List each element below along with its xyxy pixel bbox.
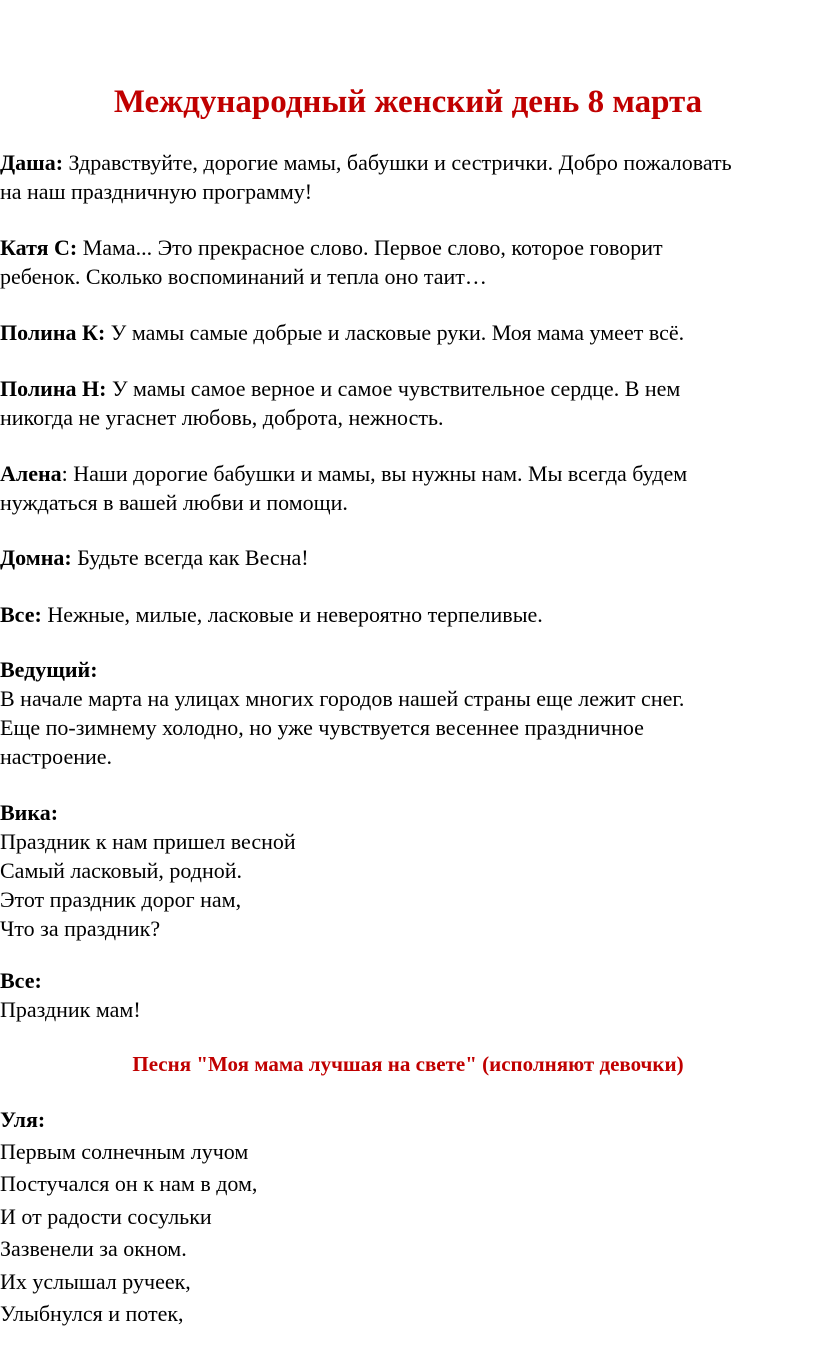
poem-line: Улыбнулся и потек, xyxy=(0,1301,184,1327)
dialogue-text: Будьте всегда как Весна! xyxy=(71,545,309,570)
dialogue-text: нуждаться в вашей любви и помощи. xyxy=(0,490,348,515)
dialogue-text: В начале марта на улицах многих городов нашей страны еще лежит снег. xyxy=(0,686,685,711)
dialogue-text: Еще по-зимнему холодно, но уже чувствуется весеннее праздничное xyxy=(0,715,644,740)
poem-line: Этот праздник дорог нам, xyxy=(0,887,242,912)
dialogue-all xyxy=(0,600,816,629)
dialogue-alena xyxy=(0,459,816,517)
dialogue-text: Нежные, милые, ласковые и невероятно терпеливые. xyxy=(41,602,543,627)
dialogue-text: У мамы самое верное и самое чувствительное сердце. В нем xyxy=(106,376,681,401)
dialogue-text: никогда не угаснет любовь, доброта, нежность. xyxy=(0,405,444,430)
dialogue-text: : Наши дорогие бабушки и мамы, вы нужны нам. Мы всегда будем xyxy=(61,461,688,486)
speaker-name: Все: xyxy=(0,602,42,627)
speaker-name: Уля: xyxy=(0,1107,46,1132)
dialogue-domna xyxy=(0,543,816,572)
speaker-name: Алена xyxy=(0,461,62,486)
speaker-name: Все: xyxy=(0,968,42,993)
speaker-name: Даша: xyxy=(0,150,64,175)
dialogue-dasha xyxy=(0,148,816,206)
poem-line: Самый ласковый, родной. xyxy=(0,858,243,883)
speaker-name: Катя С: xyxy=(0,235,78,260)
speaker-name: Домна: xyxy=(0,545,72,570)
poem-line: Зазвенели за окном. xyxy=(0,1236,187,1262)
dialogue-text: У мамы самые добрые и ласковые руки. Моя мама умеет всё. xyxy=(105,320,685,345)
dialogue-text: на наш праздничную программу! xyxy=(0,179,313,204)
dialogue-host xyxy=(0,655,816,771)
dialogue-text: ребенок. Сколько воспоминаний и тепла оно таит… xyxy=(0,264,487,289)
poem-line: Их услышал ручеек, xyxy=(0,1268,191,1294)
speaker-name: Полина Н: xyxy=(0,376,107,401)
dialogue-text: Мама... Это прекрасное слово. Первое слово, которое говорит xyxy=(77,235,663,260)
dialogue-katya xyxy=(0,233,816,291)
dialogue-text: Здравствуйте, дорогие мамы, бабушки и сестрички. Добро пожаловать xyxy=(63,150,732,175)
verse-ulya xyxy=(0,1104,257,1330)
dialogue-all-reply xyxy=(0,966,816,1024)
dialogue-polina-k xyxy=(0,318,816,347)
speaker-name: Ведущий: xyxy=(0,657,98,682)
dialogue-vika xyxy=(0,798,816,943)
dialogue-text: настроение. xyxy=(0,744,113,769)
dialogue-text: Праздник мам! xyxy=(0,997,141,1022)
poem-line: Праздник к нам пришел весной xyxy=(0,829,296,854)
poem-line: Постучался он к нам в дом, xyxy=(0,1171,258,1197)
poem-line: Первым солнечным лучом xyxy=(0,1139,249,1164)
poem-line: Что за праздник? xyxy=(0,916,161,941)
song-heading: Песня "Моя мама лучшая на свете" (исполняют девочки) xyxy=(132,1052,684,1076)
speaker-name: Полина К: xyxy=(0,320,106,345)
speaker-name: Вика: xyxy=(0,800,59,825)
dialogue-polina-n xyxy=(0,374,816,432)
poem-line: И от радости сосульки xyxy=(0,1203,212,1229)
document-title: Международный женский день 8 марта xyxy=(113,84,703,120)
